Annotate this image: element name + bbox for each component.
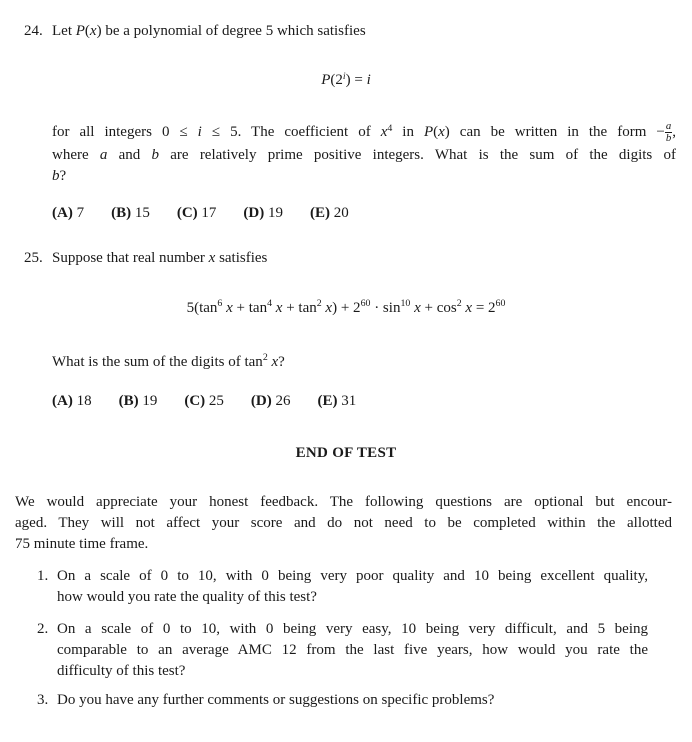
text-line: aged. They will not affect your score and do not need to be completed within the allotted	[15, 514, 672, 531]
problem-number: 24.	[24, 23, 43, 39]
problem-intro: Suppose that real number x satisfies	[52, 249, 268, 266]
feedback-item-number: 2.	[37, 620, 49, 637]
problem-24	[0, 21, 692, 224]
answer-choice: (E) 31	[317, 392, 357, 409]
text-line: On a scale of 0 to 10, with 0 being very easy, 10 being very difficult, and 5 being	[57, 620, 648, 637]
answer-choices	[52, 391, 676, 412]
answer-choice: (B) 15	[111, 204, 150, 221]
feedback-item-text	[57, 566, 648, 608]
answer-choices	[52, 203, 676, 224]
text-line: difficulty of this test?	[57, 662, 186, 679]
answer-choice: (C) 17	[176, 204, 217, 221]
text-line: 75 minute time frame.	[15, 535, 149, 552]
feedback-item-1	[0, 566, 692, 608]
feedback-item-number: 3.	[37, 691, 49, 708]
answer-choice: (A) 18	[52, 392, 92, 409]
display-equation: $5(\tan^6$ $x + \tan^4 x + \tan^2 x) + 2^{60} \cdot \sin^{10} x + \cos^2 x = 2^{60}$	[186, 298, 506, 316]
feedback-intro	[0, 492, 692, 555]
text-line: how would you rate the quality of this test?	[57, 588, 317, 605]
text-line: for all integers 0 ≤ i ≤ 5. The coefficient of $x^4$ in P(x) can be written in the form − $\frac{a}{b}$ ,	[52, 120, 676, 145]
answer-choice: (C) 25	[184, 392, 224, 409]
feedback-item-text	[57, 690, 648, 711]
text-line: Do you have any further comments or suggestions on specific problems?	[57, 691, 495, 708]
answer-choice: (E) 20	[309, 204, 349, 221]
answer-choice: (A) 7	[52, 204, 85, 221]
problem-25	[0, 248, 692, 412]
text-line: b?	[52, 167, 67, 184]
problem-body	[52, 121, 676, 187]
answer-choice: (D) 19	[243, 204, 283, 221]
display-equation: $P(2^i) = i$	[321, 70, 371, 88]
text-line: comparable to an average AMC 12 from the last five years, how would you rate the	[57, 641, 648, 658]
answer-choice: (B) 19	[118, 392, 158, 409]
feedback-item-text	[57, 619, 648, 682]
text-line: We would appreciate your honest feedback. The following questions are optional but encour-	[15, 493, 672, 510]
problem-intro: Let P(x) be a polynomial of degree 5 which satisfies	[52, 23, 366, 39]
answer-choice: (D) 26	[250, 392, 291, 409]
text-line: where a and b are relatively prime positive integers. What is the sum of the digits of	[52, 146, 676, 163]
feedback-item-3	[0, 690, 692, 711]
feedback-item-number: 1.	[37, 567, 49, 584]
text-line: On a scale of 0 to 10, with 0 being very poor quality and 10 being excellent quality,	[57, 567, 648, 584]
end-of-test-heading: END OF TEST	[295, 444, 397, 461]
problem-number: 25.	[24, 249, 43, 266]
feedback-item-2	[0, 619, 692, 682]
problem-question	[52, 352, 676, 373]
text-line: What is the sum of the digits of $\tan^2 x$?	[52, 352, 285, 370]
